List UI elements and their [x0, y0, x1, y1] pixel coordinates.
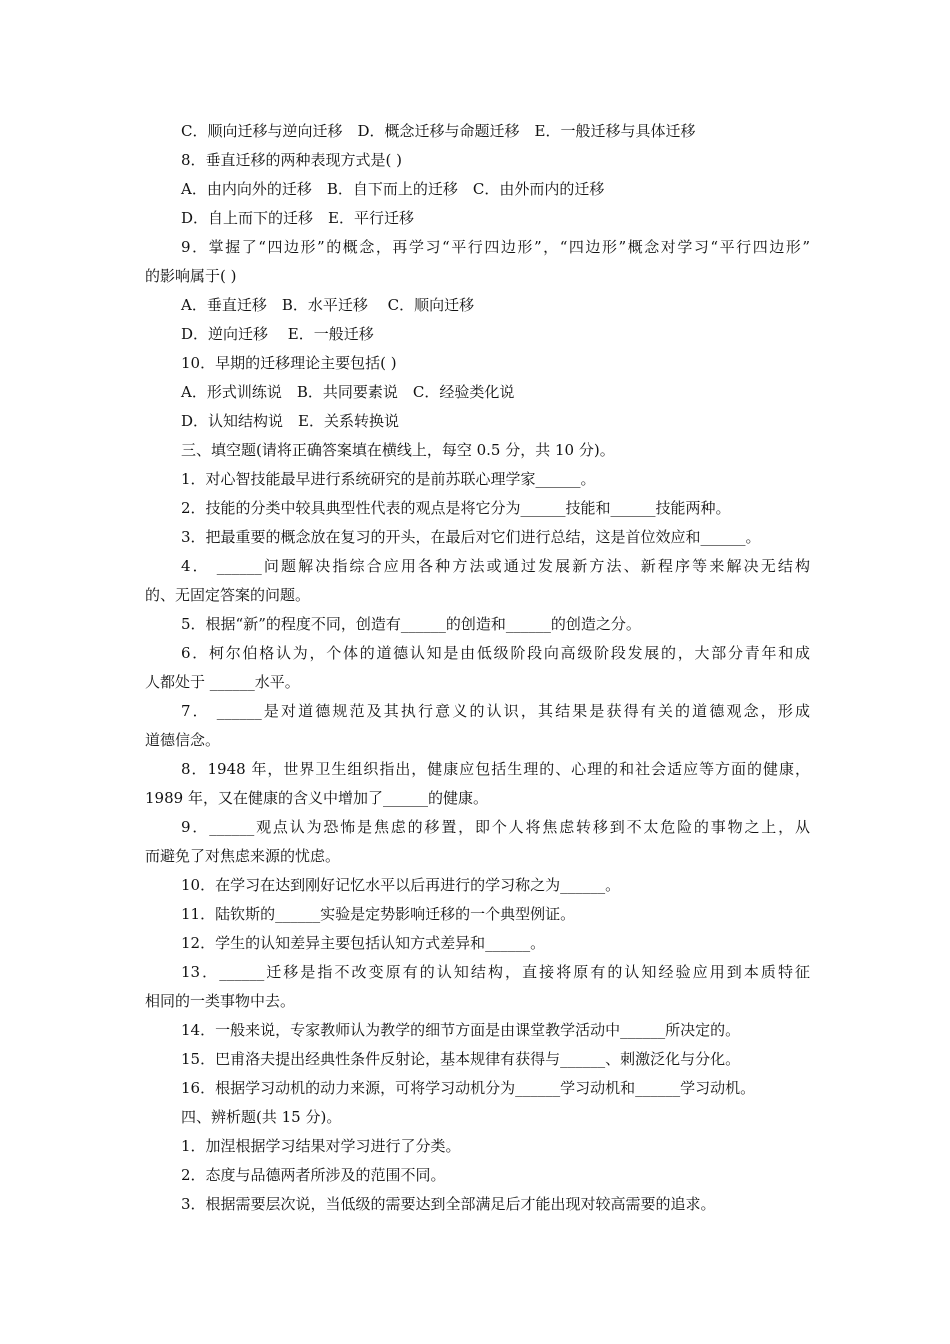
analysis-question-3: 3．根据需要层次说，当低级的需要达到全部满足后才能出现对较高需要的追求。	[181, 1195, 716, 1213]
fill-question-4: 的、无固定答案的问题。	[145, 586, 311, 604]
section-heading-fill-in: 三、填空题(请将正确答案填在横线上，每空 0.5 分，共 10 分)。	[181, 441, 615, 459]
fill-question-12: 12．学生的认知差异主要包括认知方式差异和______。	[181, 934, 546, 952]
text-line: C．顺向迁移与逆向迁移 D．概念迁移与命题迁移 E．一般迁移与具体迁移	[181, 122, 696, 140]
section-heading-analysis: 四、辨析题(共 15 分)。	[181, 1108, 342, 1126]
fill-question-2: 2．技能的分类中较具典型性代表的观点是将它分为______技能和______技能两种。	[181, 499, 731, 517]
fill-question-8: 8．1948 年，世界卫生组织指出，健康应包括生理的、心理的和社会适应等方面的健康，	[181, 760, 810, 778]
fill-question-6: 6．柯尔伯格认为，个体的道德认知是由低级阶段向高级阶段发展的，大部分青年和成	[181, 644, 810, 662]
fill-question-10: 10．在学习在达到刚好记忆水平以后再进行的学习称之为______。	[181, 876, 621, 894]
fill-question-13: 相同的一类事物中去。	[145, 992, 296, 1010]
question-10-options: A．形式训练说 B．共同要素说 C．经验类化说	[181, 383, 515, 401]
question-8: 8．垂直迁移的两种表现方式是( )	[181, 151, 403, 169]
fill-question-5: 5．根据“新”的程度不同，创造有______的创造和______的创造之分。	[181, 615, 641, 633]
fill-question-4: 4． ______问题解决指综合应用各种方法或通过发展新方法、新程序等来解决无结构	[181, 557, 810, 575]
fill-question-3: 3．把最重要的概念放在复习的开头，在最后对它们进行总结，这是首位效应和______。	[181, 528, 761, 546]
fill-question-9: 9．______观点认为恐怖是焦虑的移置，即个人将焦虑转移到不太危险的事物之上，从	[181, 818, 810, 836]
fill-question-7: 7． ______是对道德规范及其执行意义的认识，其结果是获得有关的道德观念，形成	[181, 702, 810, 720]
question-9: 9．掌握了“四边形”的概念，再学习“平行四边形”，“四边形”概念对学习“平行四边形”	[181, 238, 810, 256]
fill-question-9: 而避免了对焦虑来源的忧虑。	[145, 847, 341, 865]
fill-question-13: 13．______迁移是指不改变原有的认知结构，直接将原有的认知经验应用到本质特征	[181, 963, 810, 981]
question-10-options: D．认知结构说 E．关系转换说	[181, 412, 399, 430]
question-10: 10．早期的迁移理论主要包括( )	[181, 354, 397, 372]
question-8-options: D．自上而下的迁移 E．平行迁移	[181, 209, 414, 227]
fill-question-15: 15．巴甫洛夫提出经典性条件反射论，基本规律有获得与______、刺激泛化与分化。	[181, 1050, 741, 1068]
fill-question-14: 14．一般来说，专家教师认为教学的细节方面是由课堂教学活动中______所决定的。	[181, 1021, 741, 1039]
fill-question-16: 16．根据学习动机的动力来源，可将学习动机分为______学习动机和______学习动机。	[181, 1079, 756, 1097]
question-8-options: A．由内向外的迁移 B．自下而上的迁移 C．由外而内的迁移	[181, 180, 605, 198]
question-9-options: D．逆向迁移 E．一般迁移	[181, 325, 374, 343]
fill-question-1: 1．对心智技能最早进行系统研究的是前苏联心理学家______。	[181, 470, 596, 488]
document-body	[145, 117, 810, 1219]
analysis-question-2: 2．态度与品德两者所涉及的范围不同。	[181, 1166, 446, 1184]
fill-question-11: 11．陆钦斯的______实验是定势影响迁移的一个典型例证。	[181, 905, 576, 923]
fill-question-8: 1989 年，又在健康的含义中增加了______的健康。	[145, 789, 488, 807]
question-9-options: A．垂直迁移 B．水平迁移 C．顺向迁移	[181, 296, 475, 314]
fill-question-6: 人都处于 ______水平。	[145, 673, 300, 691]
analysis-question-1: 1．加涅根据学习结果对学习进行了分类。	[181, 1137, 461, 1155]
question-9: 的影响属于( )	[145, 267, 237, 285]
fill-question-7: 道德信念。	[145, 731, 221, 749]
